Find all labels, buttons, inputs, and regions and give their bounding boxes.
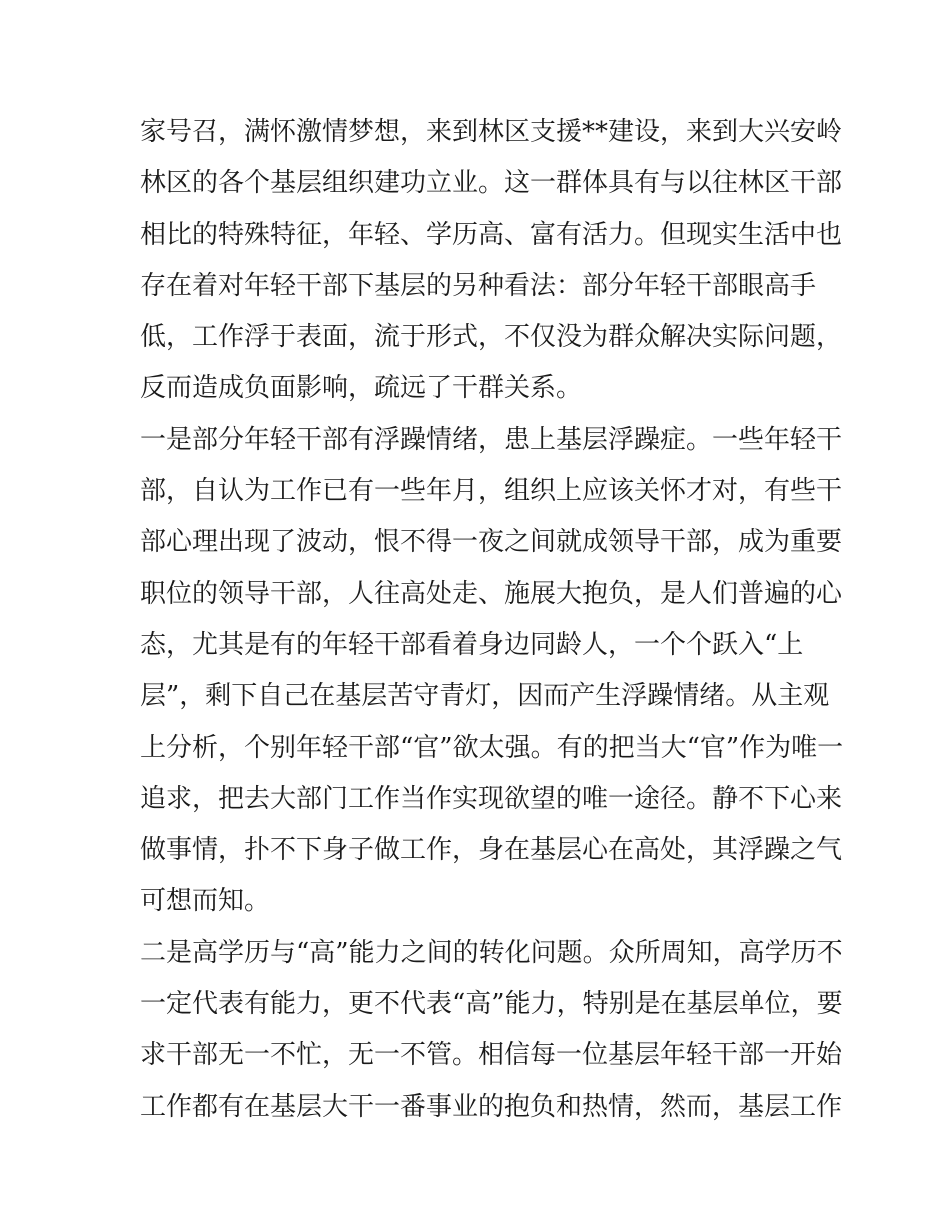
text-line: 林区的各个基层组织建功立业。这一群体具有与以往林区干部 — [140, 168, 843, 199]
text-line: 做事情，扑不下身子做工作，身在基层心在高处，其浮躁之气 — [140, 835, 843, 866]
text-line: 态，尤其是有的年轻干部看着身边同龄人，一个个跃入“上 — [140, 629, 804, 660]
text-line: 追求，把去大部门工作当作实现欲望的唯一途径。静不下心来 — [140, 783, 843, 814]
text-line: 可想而知。 — [140, 886, 271, 917]
text-line: 相比的特殊特征，年轻、学历高、富有活力。但现实生活中也 — [140, 219, 843, 250]
text-line: 职位的领导干部，人往高处走、施展大抱负，是人们普遍的心 — [140, 578, 843, 609]
text-line: 求干部无一不忙，无一不管。相信每一位基层年轻干部一开始 — [140, 1040, 843, 1071]
text-line: 上分析，个别年轻干部“官”欲太强。有的把当大“官”作为唯一 — [140, 732, 844, 763]
text-line: 一是部分年轻干部有浮躁情绪，患上基层浮躁症。一些年轻干 — [140, 424, 843, 455]
body-text — [140, 107, 844, 1133]
text-line: 反而造成负面影响，疏远了干群关系。 — [140, 373, 583, 404]
text-line: 部，自认为工作已有一些年月，组织上应该关怀才对，有些干 — [140, 476, 843, 507]
text-line: 工作都有在基层大干一番事业的抱负和热情，然而，基层工作 — [140, 1091, 843, 1122]
text-line: 低，工作浮于表面，流于形式，不仅没为群众解决实际问题， — [140, 322, 843, 353]
text-line: 层”，剩下自己在基层苦守青灯，因而产生浮躁情绪。从主观 — [140, 681, 830, 712]
text-line: 部心理出现了波动，恨不得一夜之间就成领导干部，成为重要 — [140, 527, 843, 558]
text-line: 二是高学历与“高”能力之间的转化问题。众所周知，高学历不 — [140, 937, 843, 968]
text-line: 存在着对年轻干部下基层的另种看法：部分年轻干部眼高手 — [140, 270, 817, 301]
text-line: 一定代表有能力，更不代表“高”能力，特别是在基层单位，要 — [140, 989, 843, 1020]
text-line: 家号召，满怀激情梦想，来到林区支援**建设，来到大兴安岭 — [140, 117, 843, 147]
